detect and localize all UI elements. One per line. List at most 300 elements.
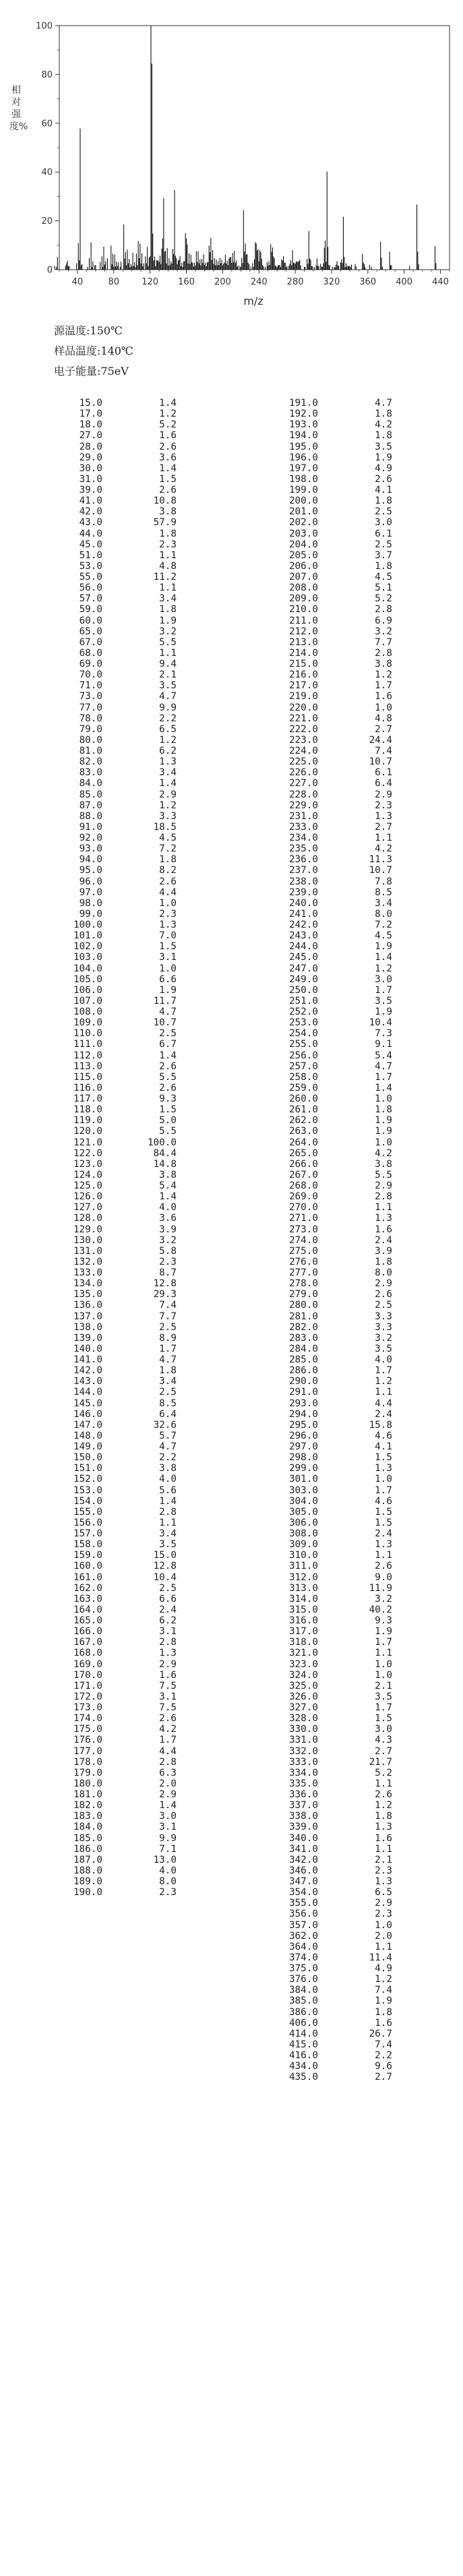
peak-intensity: 5.4 bbox=[159, 1180, 177, 1191]
peak-mz: 276.0 bbox=[288, 1256, 318, 1267]
peak-intensity: 1.4 bbox=[159, 1191, 177, 1203]
peak-row bbox=[270, 572, 431, 582]
peak-mz: 294.0 bbox=[288, 1408, 318, 1420]
peak-row bbox=[270, 1833, 431, 1844]
peak-mz: 198.0 bbox=[288, 473, 318, 485]
peak-intensity: 5.2 bbox=[375, 593, 392, 605]
peak-intensity: 7.4 bbox=[375, 746, 392, 756]
peak-row bbox=[270, 756, 431, 767]
peak-mz: 160.0 bbox=[73, 1561, 102, 1572]
peak-intensity: 6.4 bbox=[375, 778, 392, 789]
peak-intensity: 1.4 bbox=[159, 1495, 177, 1507]
peak-mz: 85.0 bbox=[79, 789, 102, 800]
peak-row bbox=[54, 604, 216, 615]
peak-row bbox=[54, 648, 216, 659]
peak-intensity: 1.8 bbox=[375, 496, 392, 507]
x-tick-label-2: 120 bbox=[142, 277, 159, 287]
peak-intensity: 1.7 bbox=[375, 680, 392, 692]
peak-mz: 224.0 bbox=[288, 746, 318, 756]
peak-mz: 73.0 bbox=[79, 691, 102, 702]
peak-intensity: 3.4 bbox=[159, 767, 177, 779]
peak-row bbox=[270, 1648, 431, 1658]
peak-mz: 308.0 bbox=[288, 1528, 318, 1539]
peak-intensity: 2.4 bbox=[375, 1234, 392, 1246]
peak-mz: 143.0 bbox=[73, 1376, 102, 1387]
peak-intensity: 1.1 bbox=[375, 1648, 392, 1659]
peak-intensity: 1.1 bbox=[375, 1550, 392, 1561]
peak-row bbox=[270, 419, 431, 430]
peak-mz: 282.0 bbox=[288, 1321, 318, 1333]
peak-row bbox=[54, 1518, 216, 1528]
peak-mz: 385.0 bbox=[288, 1996, 318, 2007]
peak-mz: 196.0 bbox=[288, 452, 318, 463]
peak-intensity: 4.9 bbox=[375, 1963, 392, 1974]
peak-intensity: 11.4 bbox=[369, 1952, 392, 1963]
peak-row bbox=[54, 1702, 216, 1713]
peak-intensity: 4.2 bbox=[375, 1147, 392, 1159]
peak-intensity: 2.8 bbox=[375, 604, 392, 616]
peak-row bbox=[270, 1572, 431, 1583]
peak-mz: 177.0 bbox=[73, 1745, 102, 1757]
peak-row bbox=[270, 811, 431, 822]
peak-mz: 141.0 bbox=[73, 1354, 102, 1365]
peak-intensity: 4.2 bbox=[375, 843, 392, 855]
peak-row bbox=[54, 1322, 216, 1333]
chart-bars bbox=[55, 26, 436, 270]
peak-intensity: 1.0 bbox=[375, 1658, 392, 1670]
peak-row bbox=[270, 1115, 431, 1126]
peak-intensity: 1.3 bbox=[375, 1463, 392, 1474]
peak-mz: 29.0 bbox=[79, 452, 102, 463]
peak-intensity: 8.0 bbox=[375, 1267, 392, 1278]
peak-intensity: 5.6 bbox=[159, 1485, 177, 1496]
peak-row bbox=[54, 616, 216, 626]
peak-mz: 208.0 bbox=[288, 582, 318, 594]
peak-mz: 69.0 bbox=[79, 659, 102, 669]
peak-mz: 171.0 bbox=[73, 1680, 102, 1691]
peak-mz: 249.0 bbox=[288, 974, 318, 985]
peak-mz: 161.0 bbox=[73, 1571, 102, 1583]
peak-mz: 338.0 bbox=[288, 1811, 318, 1822]
peak-row bbox=[270, 398, 431, 409]
peak-intensity: 7.1 bbox=[159, 1843, 177, 1855]
peak-row bbox=[270, 452, 431, 463]
peak-row bbox=[270, 1083, 431, 1094]
peak-row bbox=[270, 1050, 431, 1061]
peak-mz: 80.0 bbox=[79, 734, 102, 746]
peak-intensity: 4.7 bbox=[159, 1354, 177, 1365]
peak-mz: 151.0 bbox=[73, 1463, 102, 1474]
peak-row bbox=[54, 1615, 216, 1626]
peak-row bbox=[270, 1561, 431, 1571]
peak-intensity: 9.9 bbox=[159, 1832, 177, 1844]
peak-row bbox=[54, 1735, 216, 1745]
peak-row bbox=[270, 463, 431, 474]
peak-row bbox=[270, 1094, 431, 1104]
peak-intensity: 1.8 bbox=[159, 528, 177, 539]
peak-intensity: 1.8 bbox=[375, 2006, 392, 2018]
peak-intensity: 6.6 bbox=[159, 1593, 177, 1605]
peak-row bbox=[270, 1920, 431, 1931]
peak-row bbox=[270, 1300, 431, 1311]
peak-intensity: 2.6 bbox=[159, 1060, 177, 1072]
peak-intensity: 4.0 bbox=[159, 1865, 177, 1876]
peak-mz: 357.0 bbox=[288, 1919, 318, 1931]
peak-intensity: 9.4 bbox=[159, 659, 177, 669]
peak-intensity: 6.6 bbox=[159, 974, 177, 985]
peak-mz: 180.0 bbox=[73, 1778, 102, 1789]
peak-row bbox=[54, 1028, 216, 1039]
peak-mz: 187.0 bbox=[73, 1854, 102, 1865]
peak-row bbox=[54, 898, 216, 909]
peak-intensity: 2.6 bbox=[375, 1561, 392, 1572]
peak-mz: 231.0 bbox=[288, 810, 318, 822]
peak-row bbox=[270, 626, 431, 637]
peak-row bbox=[54, 1387, 216, 1398]
peak-intensity: 10.7 bbox=[369, 756, 392, 768]
peak-intensity: 1.7 bbox=[375, 1365, 392, 1377]
peak-intensity: 3.0 bbox=[159, 1811, 177, 1822]
peak-mz: 229.0 bbox=[288, 800, 318, 811]
peak-mz: 70.0 bbox=[79, 669, 102, 681]
peak-intensity: 1.7 bbox=[375, 984, 392, 996]
peak-mz: 67.0 bbox=[79, 636, 102, 648]
peak-intensity: 8.0 bbox=[375, 908, 392, 920]
peak-intensity: 32.6 bbox=[153, 1419, 177, 1431]
peak-row bbox=[54, 1159, 216, 1170]
peak-intensity: 1.0 bbox=[375, 1919, 392, 1931]
peak-row bbox=[270, 1528, 431, 1539]
peak-row bbox=[270, 2007, 431, 2018]
peak-row bbox=[54, 1007, 216, 1017]
peak-mz: 285.0 bbox=[288, 1354, 318, 1365]
peak-mz: 227.0 bbox=[288, 778, 318, 789]
peak-mz: 150.0 bbox=[73, 1452, 102, 1464]
peak-mz: 254.0 bbox=[288, 1028, 318, 1040]
peak-intensity: 1.2 bbox=[375, 1800, 392, 1811]
peak-row bbox=[270, 1311, 431, 1322]
peak-mz: 106.0 bbox=[73, 984, 102, 996]
peak-intensity: 9.0 bbox=[375, 1571, 392, 1583]
peak-mz: 303.0 bbox=[288, 1485, 318, 1496]
peak-mz: 265.0 bbox=[288, 1147, 318, 1159]
peak-row bbox=[270, 1365, 431, 1376]
peak-mz: 376.0 bbox=[288, 1974, 318, 1985]
peak-row bbox=[54, 778, 216, 789]
peak-mz: 140.0 bbox=[73, 1343, 102, 1354]
peak-mz: 268.0 bbox=[288, 1180, 318, 1191]
peak-intensity: 1.8 bbox=[375, 430, 392, 442]
peak-intensity: 1.5 bbox=[375, 1517, 392, 1528]
peak-intensity: 4.2 bbox=[375, 419, 392, 431]
peak-intensity: 9.1 bbox=[375, 1039, 392, 1050]
peak-mz: 209.0 bbox=[288, 593, 318, 605]
peak-row bbox=[54, 680, 216, 691]
peak-intensity: 1.8 bbox=[159, 604, 177, 616]
peak-row bbox=[54, 1637, 216, 1648]
peak-intensity: 100.0 bbox=[147, 1137, 177, 1148]
peak-intensity: 1.7 bbox=[159, 1735, 177, 1746]
peak-row bbox=[54, 930, 216, 941]
peak-mz: 335.0 bbox=[288, 1778, 318, 1789]
peak-mz: 255.0 bbox=[288, 1039, 318, 1050]
peak-intensity: 7.0 bbox=[159, 930, 177, 942]
peak-intensity: 2.8 bbox=[159, 1756, 177, 1768]
peak-mz: 297.0 bbox=[288, 1441, 318, 1452]
peak-intensity: 6.7 bbox=[159, 1039, 177, 1050]
peak-mz: 257.0 bbox=[288, 1060, 318, 1072]
peak-mz: 77.0 bbox=[79, 702, 102, 713]
peak-intensity: 4.4 bbox=[159, 887, 177, 898]
peak-row bbox=[270, 1420, 431, 1431]
peak-mz: 278.0 bbox=[288, 1278, 318, 1290]
peak-mz: 259.0 bbox=[288, 1082, 318, 1094]
peak-mz: 271.0 bbox=[288, 1213, 318, 1224]
peak-row bbox=[270, 529, 431, 539]
peak-intensity: 1.6 bbox=[375, 1224, 392, 1235]
peak-row bbox=[270, 1496, 431, 1507]
peak-row bbox=[270, 1974, 431, 1985]
peak-intensity: 13.0 bbox=[153, 1854, 177, 1865]
peak-intensity: 2.0 bbox=[159, 1778, 177, 1789]
peak-row bbox=[54, 735, 216, 746]
peak-row bbox=[54, 1572, 216, 1583]
peak-mz: 56.0 bbox=[79, 582, 102, 594]
peak-intensity: 3.0 bbox=[375, 974, 392, 985]
peak-intensity: 2.9 bbox=[159, 1658, 177, 1670]
peak-row bbox=[54, 1376, 216, 1387]
peak-row bbox=[54, 1594, 216, 1605]
peak-intensity: 3.5 bbox=[375, 1691, 392, 1702]
peak-intensity: 4.7 bbox=[159, 1441, 177, 1452]
peak-row bbox=[270, 1333, 431, 1344]
peak-mz: 146.0 bbox=[73, 1408, 102, 1420]
peak-row bbox=[270, 1191, 431, 1202]
peak-intensity: 9.9 bbox=[159, 702, 177, 713]
peak-row bbox=[54, 811, 216, 822]
peak-mz: 199.0 bbox=[288, 485, 318, 496]
peak-mz: 104.0 bbox=[73, 963, 102, 974]
peak-mz: 340.0 bbox=[288, 1832, 318, 1844]
peak-mz: 213.0 bbox=[288, 636, 318, 648]
peak-mz: 142.0 bbox=[73, 1365, 102, 1377]
peak-intensity: 2.1 bbox=[375, 1680, 392, 1691]
peak-intensity: 6.1 bbox=[375, 528, 392, 539]
peak-row bbox=[270, 930, 431, 941]
peak-row bbox=[270, 1844, 431, 1855]
peak-mz: 240.0 bbox=[288, 897, 318, 909]
peak-row bbox=[270, 430, 431, 441]
peak-mz: 341.0 bbox=[288, 1843, 318, 1855]
peak-mz: 100.0 bbox=[73, 920, 102, 930]
peak-row bbox=[54, 1833, 216, 1844]
peak-intensity: 1.8 bbox=[159, 854, 177, 866]
peak-mz: 324.0 bbox=[288, 1669, 318, 1681]
peak-mz: 167.0 bbox=[73, 1637, 102, 1648]
peak-intensity: 1.3 bbox=[375, 1539, 392, 1551]
peak-mz: 188.0 bbox=[73, 1865, 102, 1876]
peak-row bbox=[54, 419, 216, 430]
peak-mz: 204.0 bbox=[288, 539, 318, 550]
peak-intensity: 1.9 bbox=[375, 1115, 392, 1127]
peak-intensity: 2.9 bbox=[159, 1789, 177, 1800]
peak-mz: 226.0 bbox=[288, 767, 318, 779]
peak-intensity: 1.1 bbox=[159, 549, 177, 561]
peak-row bbox=[270, 833, 431, 843]
peak-intensity: 2.5 bbox=[159, 1582, 177, 1594]
peak-row bbox=[54, 691, 216, 702]
peak-mz: 214.0 bbox=[288, 647, 318, 659]
peak-row bbox=[270, 1224, 431, 1235]
peak-mz: 131.0 bbox=[73, 1245, 102, 1257]
peak-mz: 107.0 bbox=[73, 995, 102, 1007]
y-tick-label-3: 60 bbox=[41, 119, 53, 129]
peak-row bbox=[270, 485, 431, 496]
y-tick-label-5: 100 bbox=[36, 21, 53, 32]
peak-mz: 184.0 bbox=[73, 1822, 102, 1833]
peak-intensity: 1.2 bbox=[159, 734, 177, 746]
peak-row bbox=[54, 1463, 216, 1474]
peak-intensity: 2.8 bbox=[159, 1506, 177, 1518]
peak-row bbox=[54, 1778, 216, 1789]
peak-mz: 135.0 bbox=[73, 1289, 102, 1300]
peak-mz: 200.0 bbox=[288, 496, 318, 507]
peak-mz: 55.0 bbox=[79, 572, 102, 582]
peak-row bbox=[270, 1289, 431, 1300]
peak-row bbox=[270, 1246, 431, 1257]
peak-row bbox=[54, 430, 216, 441]
peak-intensity: 5.1 bbox=[375, 582, 392, 594]
peak-row bbox=[54, 1865, 216, 1876]
peak-intensity: 2.6 bbox=[159, 1082, 177, 1094]
peak-mz: 168.0 bbox=[73, 1648, 102, 1659]
peak-intensity: 6.5 bbox=[159, 723, 177, 735]
peak-row bbox=[270, 659, 431, 669]
peak-row bbox=[270, 898, 431, 909]
peak-intensity: 1.5 bbox=[375, 1506, 392, 1518]
peak-intensity: 3.9 bbox=[375, 1245, 392, 1257]
peak-intensity: 2.4 bbox=[375, 1528, 392, 1539]
peak-intensity: 1.4 bbox=[159, 1050, 177, 1061]
peak-mz: 103.0 bbox=[73, 952, 102, 963]
peak-mz: 215.0 bbox=[288, 659, 318, 669]
peak-mz: 295.0 bbox=[288, 1419, 318, 1431]
peak-intensity: 7.2 bbox=[375, 920, 392, 930]
peak-row bbox=[54, 854, 216, 865]
peak-intensity: 3.3 bbox=[159, 810, 177, 822]
peak-row bbox=[54, 398, 216, 409]
peak-row bbox=[270, 952, 431, 963]
x-tick-label-9: 400 bbox=[396, 277, 413, 287]
peak-mz: 163.0 bbox=[73, 1593, 102, 1605]
peak-mz: 134.0 bbox=[73, 1278, 102, 1290]
peak-intensity: 11.2 bbox=[153, 572, 177, 582]
peak-row bbox=[54, 1626, 216, 1637]
peak-intensity: 8.7 bbox=[159, 1267, 177, 1278]
peak-mz: 133.0 bbox=[73, 1267, 102, 1278]
peak-row bbox=[270, 767, 431, 778]
peak-row bbox=[54, 1800, 216, 1811]
peak-row bbox=[54, 1659, 216, 1670]
peak-intensity: 3.1 bbox=[159, 1822, 177, 1833]
peak-row bbox=[270, 1452, 431, 1463]
peak-row bbox=[54, 463, 216, 474]
peak-row bbox=[54, 1431, 216, 1441]
peak-row bbox=[270, 506, 431, 517]
peak-row bbox=[270, 1017, 431, 1028]
y-tick-label-4: 80 bbox=[41, 69, 53, 80]
peak-row bbox=[270, 1670, 431, 1681]
peak-row bbox=[270, 1409, 431, 1420]
peak-mz: 156.0 bbox=[73, 1517, 102, 1528]
peak-row bbox=[54, 1267, 216, 1278]
peak-intensity: 10.7 bbox=[153, 1017, 177, 1029]
peak-row bbox=[54, 996, 216, 1007]
peak-intensity: 2.6 bbox=[159, 1713, 177, 1725]
peak-mz: 195.0 bbox=[288, 441, 318, 452]
peak-mz: 207.0 bbox=[288, 572, 318, 582]
peak-row bbox=[54, 1583, 216, 1594]
peak-intensity: 2.6 bbox=[375, 1289, 392, 1300]
y-tick-label-0: 0 bbox=[47, 265, 53, 276]
peak-intensity: 1.6 bbox=[159, 430, 177, 442]
peak-intensity: 57.9 bbox=[153, 517, 177, 529]
peak-mz: 217.0 bbox=[288, 680, 318, 692]
peak-mz: 336.0 bbox=[288, 1789, 318, 1800]
peak-row bbox=[270, 1702, 431, 1713]
peak-mz: 375.0 bbox=[288, 1963, 318, 1974]
peak-row bbox=[54, 1311, 216, 1322]
peak-intensity: 3.8 bbox=[375, 659, 392, 669]
peak-row bbox=[270, 920, 431, 930]
peak-row bbox=[270, 1213, 431, 1224]
peak-row bbox=[270, 778, 431, 789]
peak-mz: 136.0 bbox=[73, 1300, 102, 1311]
peak-mz: 386.0 bbox=[288, 2006, 318, 2018]
peak-row bbox=[270, 1137, 431, 1148]
peak-row bbox=[54, 572, 216, 582]
peak-mz: 98.0 bbox=[79, 897, 102, 909]
peak-intensity: 2.7 bbox=[375, 821, 392, 833]
peak-intensity: 12.8 bbox=[153, 1278, 177, 1290]
peak-mz: 273.0 bbox=[288, 1224, 318, 1235]
peak-mz: 27.0 bbox=[79, 430, 102, 442]
peak-row bbox=[54, 659, 216, 669]
peak-row bbox=[54, 746, 216, 756]
peak-intensity: 3.5 bbox=[159, 680, 177, 692]
peak-row bbox=[270, 1322, 431, 1333]
peak-mz: 277.0 bbox=[288, 1267, 318, 1278]
plot-frame bbox=[59, 26, 450, 270]
peak-intensity: 1.6 bbox=[375, 1832, 392, 1844]
peak-row bbox=[270, 1996, 431, 2006]
peak-intensity: 6.1 bbox=[375, 767, 392, 779]
peak-mz: 78.0 bbox=[79, 713, 102, 724]
peak-mz: 281.0 bbox=[288, 1311, 318, 1322]
peak-intensity: 1.4 bbox=[159, 462, 177, 474]
peak-row bbox=[54, 702, 216, 713]
peak-intensity: 10.8 bbox=[153, 496, 177, 507]
peak-mz: 97.0 bbox=[79, 887, 102, 898]
peak-row bbox=[270, 1757, 431, 1768]
peak-intensity: 6.5 bbox=[375, 1887, 392, 1898]
peak-intensity: 8.9 bbox=[159, 1332, 177, 1344]
peak-intensity: 2.7 bbox=[375, 1745, 392, 1757]
peak-intensity: 7.3 bbox=[375, 1028, 392, 1040]
y-axis-ticks bbox=[36, 22, 59, 276]
peak-mz: 416.0 bbox=[288, 2050, 318, 2061]
peak-mz: 299.0 bbox=[288, 1463, 318, 1474]
